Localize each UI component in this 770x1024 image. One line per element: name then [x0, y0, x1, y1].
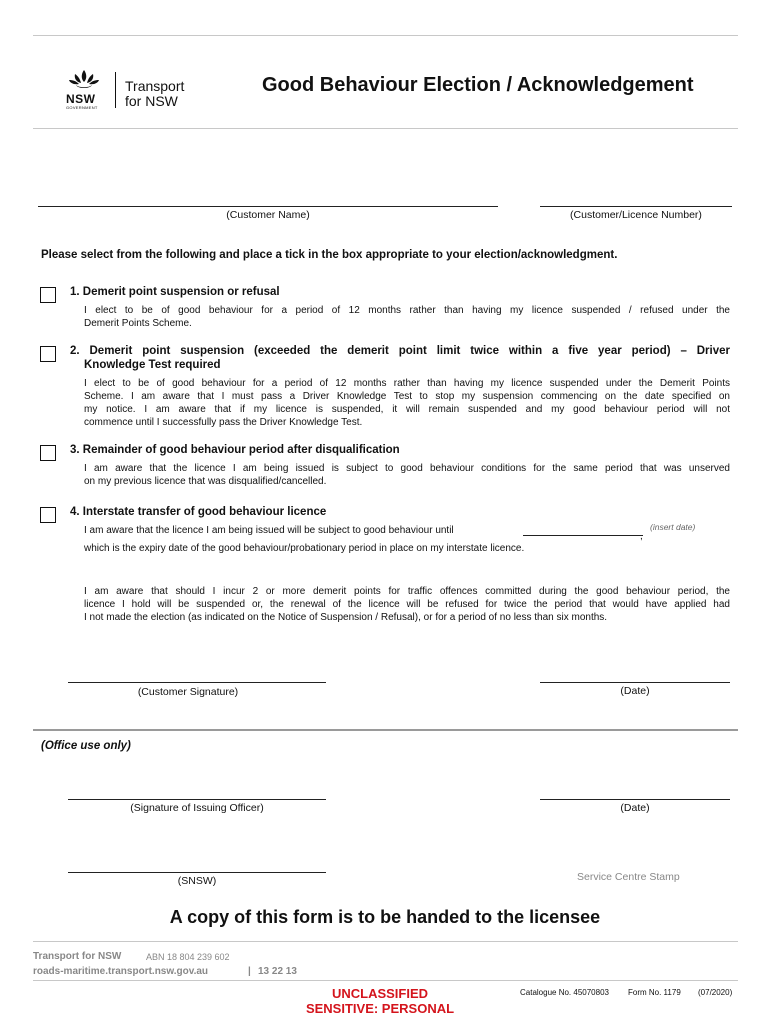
office-divider	[33, 729, 738, 731]
office-date-line[interactable]	[540, 799, 730, 800]
nsw-logo-text: NSW	[66, 92, 96, 106]
snsw-line[interactable]	[68, 872, 326, 873]
option-3-title: 3. Remainder of good behaviour period after disqualification	[70, 444, 400, 456]
customer-signature-line[interactable]	[68, 682, 326, 683]
customer-name-line[interactable]	[38, 206, 498, 207]
option-1-text: I elect to be of good behaviour for a period of 12 months rather than having my licence suspended / refused under the Demerit Points Scheme.	[84, 305, 730, 329]
customer-date-line[interactable]	[540, 682, 730, 683]
option-2-title-line-1: 2. Demerit point suspension (exceeded the demerit point limit twice within a five year period) – Driver	[70, 345, 730, 357]
footer-top-divider	[33, 941, 738, 942]
customer-signature-caption: (Customer Signature)	[137, 686, 239, 698]
option-1-checkbox[interactable]	[40, 287, 56, 303]
option-3-text: I am aware that the licence I am being issued is subject to good behaviour conditions for the same period that was unserved on my previous licence that was disqualified/cancelled.	[84, 463, 730, 487]
option-4-text-line-1: I am aware that the licence I am being issued will be subject to good behaviour until	[84, 525, 454, 536]
option-2-title-line-2: Knowledge Test required	[84, 359, 221, 371]
service-centre-stamp-label: Service Centre Stamp	[577, 871, 680, 883]
logo-divider	[115, 72, 116, 108]
classification-marking: UNCLASSIFIED SENSITIVE: PERSONAL	[305, 986, 455, 1016]
form-title: Good Behaviour Election / Acknowledgement	[262, 74, 694, 96]
option-4-text-line-2: which is the expiry date of the good behaviour/probationary period in place on my interstate licence.	[84, 543, 525, 554]
option-1-title: 1. Demerit point suspension or refusal	[70, 286, 280, 298]
handover-notice: A copy of this form is to be handed to the licensee	[169, 907, 601, 927]
top-divider	[33, 35, 738, 36]
option-4-title: 4. Interstate transfer of good behaviour licence	[70, 506, 327, 518]
footer-abn: ABN 18 804 239 602	[146, 952, 230, 962]
instruction-text: Please select from the following and place a tick in the box appropriate to your election/acknowledgment.	[41, 249, 618, 261]
footer-separator: |	[248, 966, 251, 977]
customer-name-caption: (Customer Name)	[226, 209, 310, 221]
form-edition: (07/2020)	[698, 988, 733, 997]
issuing-officer-signature-line[interactable]	[68, 799, 326, 800]
footer-org: Transport for NSW	[33, 951, 122, 962]
option-2-text: I elect to be of good behaviour for a period of 12 months rather than having my licence suspended under the Demerit Points Scheme. I am aware that I must pass a Driver Knowledge Test to stop my suspension commencing on the date specified on my notice. I am aware that if my licence is suspended, it will remain suspended and my good behaviour period will not commence until I successfully pass the Driver Knowledge Test.	[84, 378, 730, 428]
catalogue-number: Catalogue No. 45070803	[520, 988, 609, 997]
brand-line-2: for NSW	[125, 93, 178, 109]
insert-date-line[interactable]	[523, 535, 643, 536]
customer-date-caption: (Date)	[620, 685, 650, 697]
option-2-checkbox[interactable]	[40, 346, 56, 362]
option-4-checkbox[interactable]	[40, 507, 56, 523]
footer-website[interactable]: roads-maritime.transport.nsw.gov.au	[33, 966, 209, 977]
issuing-officer-caption: (Signature of Issuing Officer)	[130, 802, 264, 814]
form-number: Form No. 1179	[628, 988, 681, 997]
snsw-caption: (SNSW)	[177, 875, 217, 887]
declaration-text: I am aware that should I incur 2 or more demerit points for traffic offences committed during the good behaviour period, the licence I hold will be suspended or, the renewal of the licence will be refused for twice the period that would have applied had I not made the election (as indicated on the Notice of Suspension / Refusal), or for a period of no less than six months.	[84, 586, 730, 623]
option-3-checkbox[interactable]	[40, 445, 56, 461]
brand-line-1: Transport	[125, 78, 185, 94]
insert-date-caption: (insert date)	[650, 522, 696, 532]
footer-phone: 13 22 13	[258, 966, 297, 977]
insert-date-comma: ,	[640, 531, 643, 542]
licence-number-caption: (Customer/Licence Number)	[570, 209, 702, 221]
footer-bottom-divider	[33, 980, 738, 981]
header-divider	[33, 128, 738, 129]
office-use-label: (Office use only)	[41, 740, 131, 752]
nsw-logo-subtext: GOVERNMENT	[66, 105, 98, 110]
licence-number-line[interactable]	[540, 206, 732, 207]
office-date-caption: (Date)	[620, 802, 650, 814]
